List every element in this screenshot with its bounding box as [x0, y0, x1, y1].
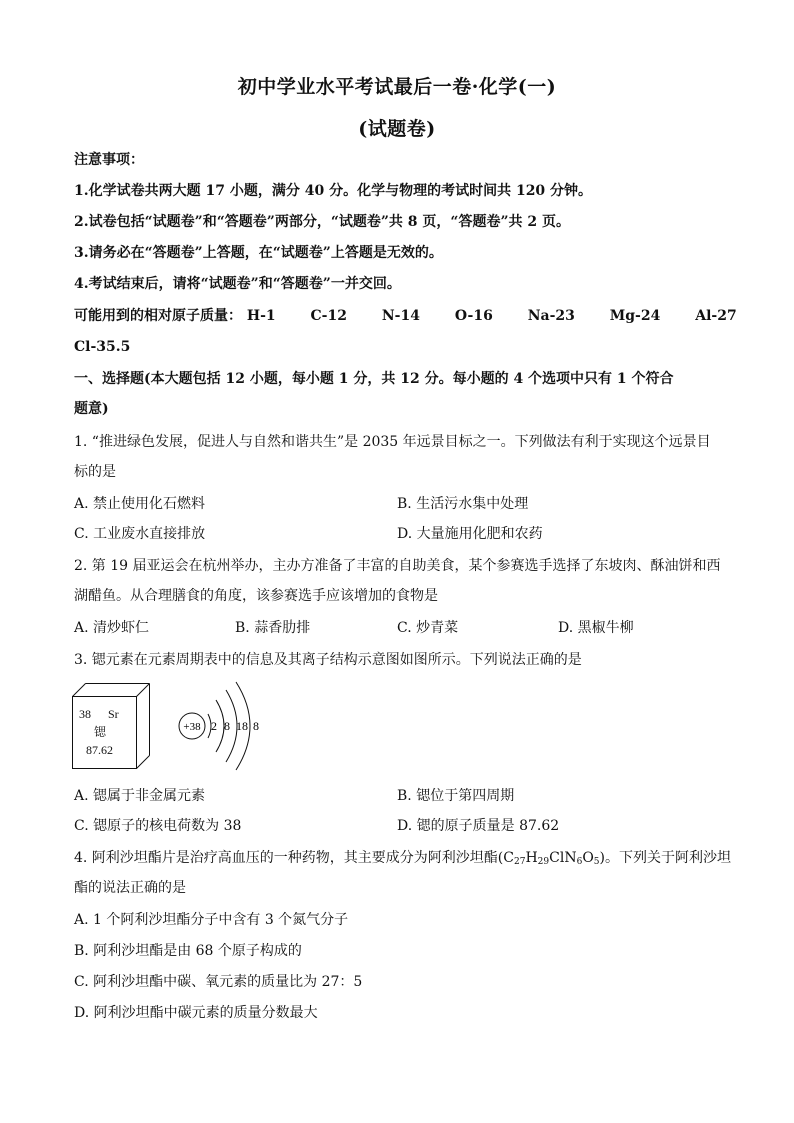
q2-option-a: A. 清炒虾仁: [74, 620, 150, 636]
mass-n: N-14: [381, 308, 420, 324]
q2-stem-cont: 湖醋鱼。从合理膳食的角度，该参赛选手应该增加的食物是: [74, 588, 438, 604]
atomic-mass-label: 可能用到的相对原子质量：: [74, 308, 242, 324]
q1-stem: 1. “推进绿色发展，促进人与自然和谐共生”是 2035 年远景目标之一。下列做法有利于实现这个远景目: [74, 434, 711, 450]
q3-option-c: C. 锶原子的核电荷数为 38: [74, 818, 242, 834]
formula-sub-2: 29: [537, 857, 550, 867]
shell-2-count: 8: [224, 719, 230, 733]
mass-al: Al-27: [695, 308, 737, 324]
q1-option-c: C. 工业废水直接排放: [74, 526, 206, 542]
section-heading-cont: 题意): [74, 401, 109, 417]
q1-option-a: A. 禁止使用化石燃料: [74, 496, 206, 512]
q2-stem: 2. 第 19 届亚运会在杭州举办，主办方准备了丰富的自助美食，某个参赛选手选择了东坡肉、酥油饼和西: [74, 558, 721, 574]
formula-sub-4: 5: [593, 857, 600, 867]
page-subtitle: (试题卷): [358, 118, 436, 140]
q4-option-d: D. 阿利沙坦酯中碳元素的质量分数最大: [74, 1005, 318, 1021]
q1-stem-cont: 标的是: [74, 464, 116, 480]
notice-item-1: 1.化学试卷共两大题 17 小题，满分 40 分。化学与物理的考试时间共 120 分钟。: [74, 183, 593, 199]
element-name: 锶: [94, 725, 107, 739]
ion-structure-diagram: [172, 680, 272, 772]
q4-stem-post: )。下列关于阿利沙坦: [599, 850, 731, 866]
notice-item-3: 3.请务必在“答题卷”上答题，在“试题卷”上答题是无效的。: [74, 245, 443, 261]
mass-o: O-16: [454, 308, 493, 324]
q3-stem: 3. 锶元素在元素周期表中的信息及其离子结构示意图如图所示。下列说法正确的是: [74, 652, 582, 668]
atomic-mass-line: [74, 306, 767, 326]
q3-option-a: A. 锶属于非金属元素: [74, 788, 206, 804]
q4-option-a: A. 1 个阿利沙坦酯分子中含有 3 个氮气分子: [74, 912, 349, 928]
chemical-formula: [503, 850, 599, 866]
page-title: 初中学业水平考试最后一卷·化学(一): [237, 76, 557, 98]
q4-option-b: B. 阿利沙坦酯是由 68 个原子构成的: [74, 943, 302, 959]
periodic-table-cell: [72, 683, 150, 769]
q1-option-d: D. 大量施用化肥和农药: [397, 526, 543, 542]
q4-stem-cont: 酯的说法正确的是: [74, 880, 186, 896]
q3-option-d: D. 锶的原子质量是 87.62: [397, 818, 560, 834]
formula-el-3: ClN: [549, 850, 577, 866]
mass-h: H-1: [246, 308, 276, 324]
formula-sub-1: 27: [514, 857, 526, 867]
q4-stem-pre: 4. 阿利沙坦酯片是治疗高血压的一种药物，其主要成分为阿利沙坦酯(: [74, 850, 504, 866]
atomic-mass: 87.62: [86, 743, 113, 757]
q1-option-b: B. 生活污水集中处理: [397, 496, 529, 512]
mass-mg: Mg-24: [609, 308, 661, 324]
mass-c: C-12: [310, 308, 347, 324]
formula-el-1: C: [503, 850, 514, 866]
formula-el-4: O: [582, 850, 594, 866]
element-symbol: Sr: [108, 707, 119, 721]
shell-1-count: 2: [211, 719, 217, 733]
q4-option-c: C. 阿利沙坦酯中碳、氧元素的质量比为 27：5: [74, 974, 363, 990]
q2-option-b: B. 蒜香肋排: [235, 620, 311, 636]
shell-4-count: 8: [253, 719, 259, 733]
formula-sub-3: 6: [576, 857, 583, 867]
notice-item-2: 2.试卷包括“试题卷”和“答题卷”两部分，“试题卷”共 8 页，“答题卷”共 2 页。: [74, 214, 571, 230]
nucleus-charge: +38: [183, 721, 201, 733]
mass-cl: Cl-35.5: [74, 339, 131, 355]
notice-heading: 注意事项：: [74, 152, 144, 168]
shell-arc-2: [216, 700, 224, 752]
section-heading: 一、选择题(本大题包括 12 小题，每小题 1 分，共 12 分。每小题的 4 个选项中只有 1 个符合: [74, 371, 674, 387]
shell-3-count: 18: [236, 719, 248, 733]
q2-option-c: C. 炒青菜: [397, 620, 459, 636]
q2-option-d: D. 黑椒牛柳: [558, 620, 634, 636]
mass-na: Na-23: [527, 308, 575, 324]
atomic-number: 38: [79, 707, 91, 721]
notice-item-4: 4.考试结束后，请将“试题卷”和“答题卷”一并交回。: [74, 276, 401, 292]
q3-option-b: B. 锶位于第四周期: [397, 788, 515, 804]
formula-el-2: H: [525, 850, 538, 866]
q4-stem: [74, 848, 731, 872]
